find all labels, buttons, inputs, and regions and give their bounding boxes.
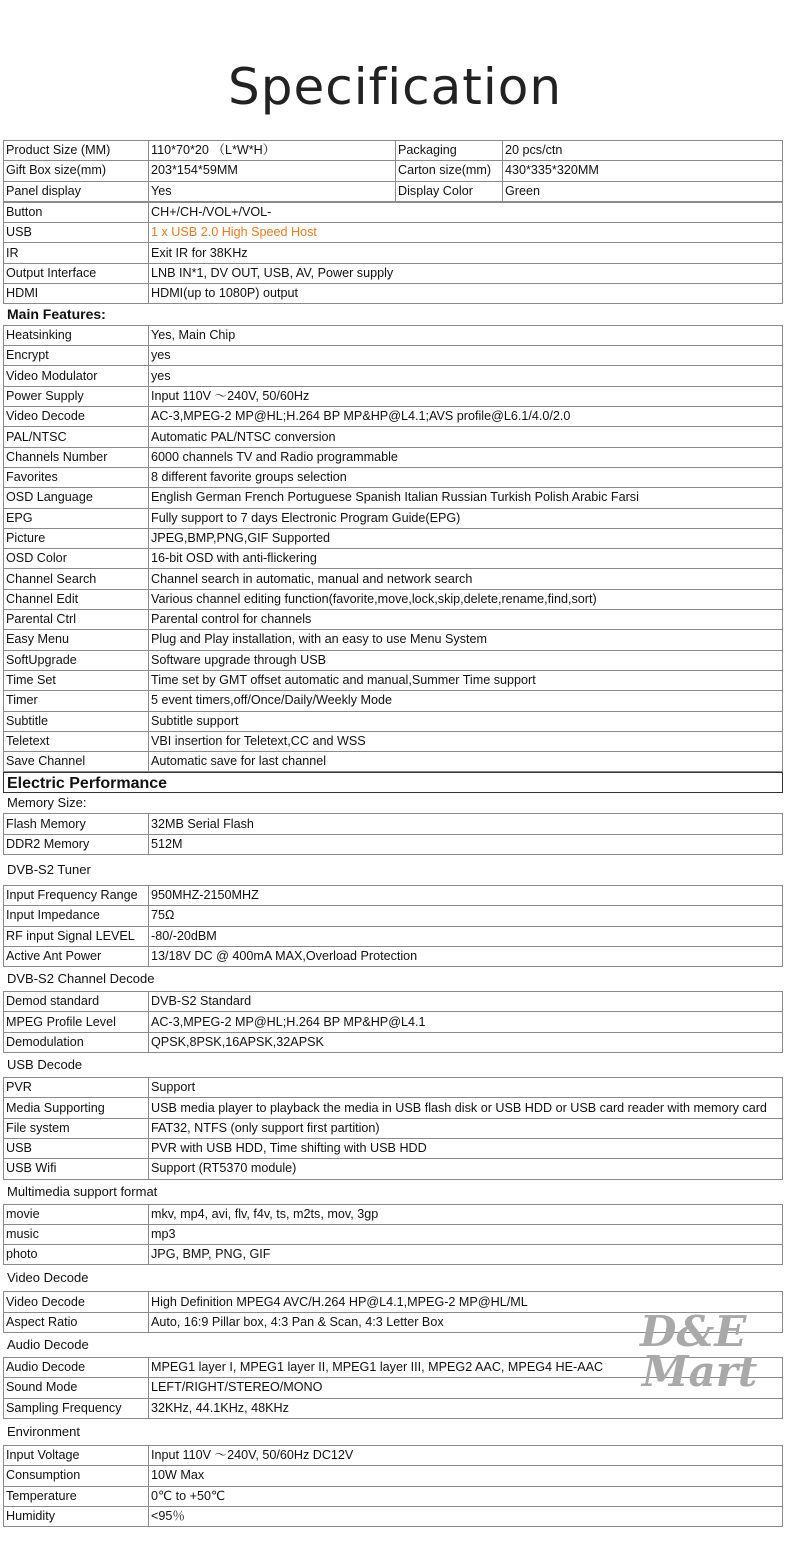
section-table	[3, 885, 783, 967]
table-row	[4, 1012, 783, 1032]
table-row	[4, 386, 783, 406]
table-row	[4, 549, 783, 569]
spec-value: HDMI(up to 1080P) output	[149, 284, 783, 304]
spec-value: QPSK,8PSK,16APSK,32APSK	[149, 1032, 783, 1052]
table-row	[4, 202, 783, 222]
table-row	[4, 223, 783, 243]
spec-label: Video Decode	[4, 407, 149, 427]
spec-label: SoftUpgrade	[4, 650, 149, 670]
table-row	[4, 691, 783, 711]
table-row	[4, 752, 783, 772]
spec-label: Easy Menu	[4, 630, 149, 650]
spec-value: Yes, Main Chip	[149, 325, 783, 345]
spec-label: Teletext	[4, 731, 149, 751]
spec-value: 0℃ to +50℃	[149, 1486, 783, 1506]
section-heading: USB Decode	[7, 1057, 83, 1073]
table-row	[4, 407, 783, 427]
spec-value: 950MHZ-2150MHZ	[149, 886, 783, 906]
table-row	[4, 992, 783, 1012]
table-row	[4, 1506, 783, 1526]
table-row	[4, 467, 783, 487]
spec-label: USB Wifi	[4, 1159, 149, 1179]
spec-value: Support	[149, 1078, 783, 1098]
spec-value: Yes	[149, 181, 396, 201]
main-features-heading: Main Features:	[7, 306, 106, 323]
spec-value: 20 pcs/ctn	[503, 141, 783, 161]
spec-label: Power Supply	[4, 386, 149, 406]
spec-value: 6000 channels TV and Radio programmable	[149, 447, 783, 467]
spec-label: photo	[4, 1245, 149, 1265]
spec-label: Parental Ctrl	[4, 610, 149, 630]
spec-value: Green	[503, 181, 783, 201]
spec-label: Demod standard	[4, 992, 149, 1012]
section-heading: DVB-S2 Tuner	[7, 862, 91, 877]
table-row	[4, 1445, 783, 1465]
watermark-line-1: D&E	[640, 1307, 747, 1356]
electric-performance-heading: Electric Performance	[3, 772, 783, 793]
spec-value: Time set by GMT offset automatic and manual,Summer Time support	[149, 670, 783, 690]
table-row	[4, 1032, 783, 1052]
table-row	[4, 1224, 783, 1244]
spec-label: OSD Color	[4, 549, 149, 569]
spec-label: Input Frequency Range	[4, 886, 149, 906]
table-row	[4, 1466, 783, 1486]
spec-value: yes	[149, 346, 783, 366]
spec-value: JPG, BMP, PNG, GIF	[149, 1245, 783, 1265]
spec-value: CH+/CH-/VOL+/VOL-	[149, 202, 783, 222]
spec-label: Panel display	[4, 181, 149, 201]
spec-label: MPEG Profile Level	[4, 1012, 149, 1032]
table-row	[4, 508, 783, 528]
spec-value: Exit IR for 38KHz	[149, 243, 783, 263]
spec-value: VBI insertion for Teletext,CC and WSS	[149, 731, 783, 751]
spec-label: USB	[4, 223, 149, 243]
table-row	[4, 1138, 783, 1158]
spec-value: -80/-20dBM	[149, 926, 783, 946]
spec-label: Sampling Frequency	[4, 1398, 149, 1418]
spec-label: EPG	[4, 508, 149, 528]
section-heading: Audio Decode	[7, 1337, 89, 1353]
spec-value: Subtitle support	[149, 711, 783, 731]
spec-label: Input Voltage	[4, 1445, 149, 1465]
table-row	[4, 630, 783, 650]
section-table	[3, 991, 783, 1053]
section-heading: Multimedia support format	[7, 1183, 158, 1199]
spec-value: mkv, mp4, avi, flv, f4v, ts, m2ts, mov, 3gp	[149, 1204, 783, 1224]
table-row	[4, 284, 783, 304]
table-row	[4, 814, 783, 834]
table-row	[4, 670, 783, 690]
spec-value: Channel search in automatic, manual and network search	[149, 569, 783, 589]
spec-value: FAT32, NTFS (only support first partition)	[149, 1118, 783, 1138]
spec-value: Fully support to 7 days Electronic Program Guide(EPG)	[149, 508, 783, 528]
spec-label: Picture	[4, 528, 149, 548]
table-row	[4, 926, 783, 946]
main-features-table	[3, 325, 783, 773]
table-row	[4, 181, 783, 201]
spec-value: AC-3,MPEG-2 MP@HL;H.264 BP MP&HP@L4.1	[149, 1012, 783, 1032]
spec-label: Humidity	[4, 1506, 149, 1526]
spec-value: DVB-S2 Standard	[149, 992, 783, 1012]
spec-label: IR	[4, 243, 149, 263]
spec-value: 75Ω	[149, 906, 783, 926]
spec-label: Channel Search	[4, 569, 149, 589]
table-row	[4, 1245, 783, 1265]
spec-value: Software upgrade through USB	[149, 650, 783, 670]
spec-value: Parental control for channels	[149, 610, 783, 630]
spec-value: 16-bit OSD with anti-flickering	[149, 549, 783, 569]
spec-label: Audio Decode	[4, 1358, 149, 1378]
table-row	[4, 528, 783, 548]
basic-spec-table	[3, 202, 783, 304]
spec-label: Time Set	[4, 670, 149, 690]
spec-label: Demodulation	[4, 1032, 149, 1052]
table-row	[4, 650, 783, 670]
spec-label: music	[4, 1224, 149, 1244]
table-row	[4, 141, 783, 161]
spec-value: 32KHz, 44.1KHz, 48KHz	[149, 1398, 783, 1418]
table-row	[4, 447, 783, 467]
spec-label: Consumption	[4, 1466, 149, 1486]
spec-label: Save Channel	[4, 752, 149, 772]
spec-value: 1 x USB 2.0 High Speed Host	[149, 223, 783, 243]
spec-value: AC-3,MPEG-2 MP@HL;H.264 BP MP&HP@L4.1;AVS profile@L6.1/4.0/2.0	[149, 407, 783, 427]
spec-label: Timer	[4, 691, 149, 711]
table-row	[4, 325, 783, 345]
spec-label: movie	[4, 1204, 149, 1224]
spec-value: MPEG1 layer I, MPEG1 layer II, MPEG1 layer III, MPEG2 AAC, MPEG4 HE-AAC	[149, 1358, 783, 1378]
spec-value: Automatic save for last channel	[149, 752, 783, 772]
spec-label: Video Decode	[4, 1292, 149, 1312]
spec-label: Display Color	[396, 181, 503, 201]
spec-label: Sound Mode	[4, 1378, 149, 1398]
section-heading: Video Decode	[7, 1270, 89, 1286]
spec-label: Heatsinking	[4, 325, 149, 345]
electric-sections	[3, 793, 783, 1527]
table-row	[4, 1486, 783, 1506]
spec-value: English German French Portuguese Spanish Italian Russian Turkish Polish Arabic Farsi	[149, 488, 783, 508]
spec-label: Active Ant Power	[4, 946, 149, 966]
spec-value: LEFT/RIGHT/STEREO/MONO	[149, 1378, 783, 1398]
table-row	[4, 161, 783, 181]
table-row	[4, 427, 783, 447]
spec-value: Input 110V ～240V, 50/60Hz	[149, 386, 783, 406]
spec-label: Flash Memory	[4, 814, 149, 834]
spec-value: PVR with USB HDD, Time shifting with USB HDD	[149, 1138, 783, 1158]
table-row	[4, 1078, 783, 1098]
watermark-line-2: Mart	[642, 1347, 758, 1396]
spec-value: 430*335*320MM	[503, 161, 783, 181]
section-table	[3, 1077, 783, 1179]
table-row	[4, 346, 783, 366]
spec-value: Automatic PAL/NTSC conversion	[149, 427, 783, 447]
spec-value: 203*154*59MM	[149, 161, 396, 181]
spec-label: OSD Language	[4, 488, 149, 508]
table-row	[4, 946, 783, 966]
section-heading: Memory Size:	[7, 795, 87, 811]
table-row	[4, 711, 783, 731]
table-row	[4, 731, 783, 751]
table-row	[4, 263, 783, 283]
spec-label: Product Size (MM)	[4, 141, 149, 161]
spec-label: Aspect Ratio	[4, 1312, 149, 1332]
spec-label: RF input Signal LEVEL	[4, 926, 149, 946]
table-row	[4, 834, 783, 854]
spec-label: Favorites	[4, 467, 149, 487]
table-row	[4, 1098, 783, 1118]
spec-value: <95％	[149, 1506, 783, 1526]
table-row	[4, 569, 783, 589]
spec-label: Subtitle	[4, 711, 149, 731]
spec-value: Input 110V ～240V, 50/60Hz DC12V	[149, 1445, 783, 1465]
table-row	[4, 906, 783, 926]
spec-label: PAL/NTSC	[4, 427, 149, 447]
spec-value: USB media player to playback the media in USB flash disk or USB HDD or USB card reader with memory card	[149, 1098, 783, 1118]
spec-label: Temperature	[4, 1486, 149, 1506]
spec-label: HDMI	[4, 284, 149, 304]
spec-label: Output Interface	[4, 263, 149, 283]
section-heading: Environment	[7, 1423, 80, 1439]
spec-label: USB	[4, 1138, 149, 1158]
section-heading: DVB-S2 Channel Decode	[7, 971, 155, 987]
spec-value: Auto, 16:9 Pillar box, 4:3 Pan & Scan, 4:3 Letter Box	[149, 1312, 783, 1332]
spec-value: LNB IN*1, DV OUT, USB, AV, Power supply	[149, 263, 783, 283]
spec-value: 8 different favorite groups selection	[149, 467, 783, 487]
table-row	[4, 886, 783, 906]
table-row	[4, 488, 783, 508]
spec-value: Plug and Play installation, with an easy to use Menu System	[149, 630, 783, 650]
table-row	[4, 610, 783, 630]
spec-value: High Definition MPEG4 AVC/H.264 HP@L4.1,MPEG-2 MP@HL/ML	[149, 1292, 783, 1312]
header-spec-table	[3, 140, 783, 202]
table-row	[4, 1159, 783, 1179]
spec-label: Carton size(mm)	[396, 161, 503, 181]
spec-label: PVR	[4, 1078, 149, 1098]
spec-value: 32MB Serial Flash	[149, 814, 783, 834]
section-table	[3, 813, 783, 855]
spec-label: Channel Edit	[4, 589, 149, 609]
spec-value: 13/18V DC @ 400mA MAX,Overload Protection	[149, 946, 783, 966]
spec-label: Channels Number	[4, 447, 149, 467]
spec-value: mp3	[149, 1224, 783, 1244]
section-table	[3, 1445, 783, 1527]
table-row	[4, 1118, 783, 1138]
spec-label: File system	[4, 1118, 149, 1138]
spec-label: Encrypt	[4, 346, 149, 366]
spec-label: Media Supporting	[4, 1098, 149, 1118]
table-row	[4, 1204, 783, 1224]
spec-label: Gift Box size(mm)	[4, 161, 149, 181]
spec-label: Packaging	[396, 141, 503, 161]
spec-label: Button	[4, 202, 149, 222]
spec-value: yes	[149, 366, 783, 386]
spec-value: 5 event timers,off/Once/Daily/Weekly Mode	[149, 691, 783, 711]
spec-value: 110*70*20 （L*W*H）	[149, 141, 396, 161]
section-table	[3, 1204, 783, 1266]
spec-value: JPEG,BMP,PNG,GIF Supported	[149, 528, 783, 548]
spec-value: 512M	[149, 834, 783, 854]
spec-value: Various channel editing function(favorite,move,lock,skip,delete,rename,find,sort)	[149, 589, 783, 609]
spec-label: Input Impedance	[4, 906, 149, 926]
page-title: Specification	[227, 58, 563, 116]
spec-label: DDR2 Memory	[4, 834, 149, 854]
spec-value: Support (RT5370 module)	[149, 1159, 783, 1179]
spec-label: Video Modulator	[4, 366, 149, 386]
table-row	[4, 243, 783, 263]
table-row	[4, 366, 783, 386]
spec-value: 10W Max	[149, 1466, 783, 1486]
watermark-logo	[640, 1307, 765, 1402]
table-row	[4, 589, 783, 609]
